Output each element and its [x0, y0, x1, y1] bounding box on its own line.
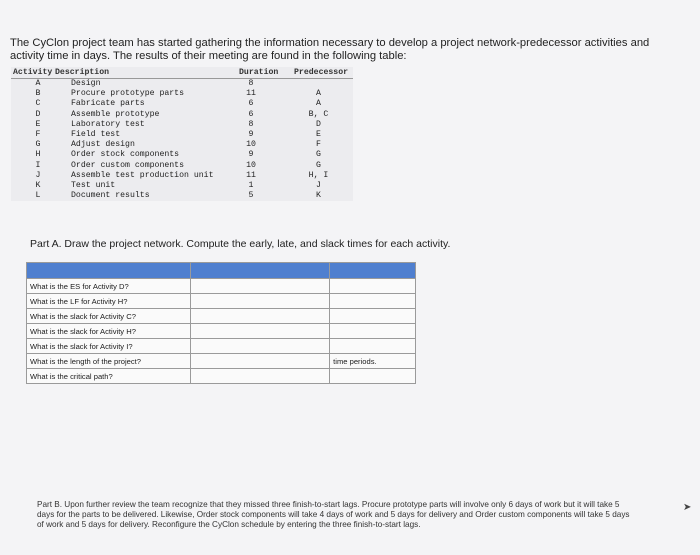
activity-predecessor: F	[316, 140, 321, 150]
activity-id: D	[35, 109, 41, 119]
answer-field[interactable]	[191, 354, 330, 369]
unit-label	[330, 324, 416, 339]
activity-predecessor: K	[316, 191, 321, 201]
activity-predecessor: G	[316, 160, 321, 170]
activity-description: Adjust design	[71, 140, 135, 150]
activity-duration: 1	[248, 180, 254, 190]
question-table-header	[27, 263, 416, 279]
answer-field[interactable]	[191, 339, 330, 354]
unit-label	[330, 309, 416, 324]
activity-duration: 9	[248, 129, 254, 139]
activity-description: Order stock components	[71, 150, 180, 160]
header-cell	[27, 263, 191, 279]
activity-row	[11, 99, 353, 109]
activity-description: Test unit	[71, 180, 116, 190]
answer-field[interactable]	[191, 309, 330, 324]
activity-predecessor: H, I	[308, 170, 329, 180]
activity-row	[11, 150, 353, 160]
question-text: What is the slack for Activity H?	[27, 324, 191, 339]
answer-field[interactable]	[191, 324, 330, 339]
activity-description: Assemble test production unit	[71, 170, 214, 180]
unit-label	[330, 294, 416, 309]
activity-predecessor: G	[316, 150, 321, 160]
activity-id: K	[35, 180, 41, 190]
activity-id: G	[35, 140, 41, 150]
unit-label: time periods.	[330, 354, 416, 369]
activity-id: E	[35, 119, 41, 129]
question-row	[27, 369, 416, 384]
question-text: What is the slack for Activity I?	[27, 339, 191, 354]
answer-field[interactable]	[191, 294, 330, 309]
header-predecessor: Predecessor	[294, 68, 349, 77]
activity-predecessor: A	[316, 99, 321, 109]
activity-row	[11, 171, 353, 181]
activity-id: A	[35, 79, 41, 88]
activity-duration: 6	[248, 109, 254, 119]
unit-label	[330, 369, 416, 384]
activity-row	[11, 191, 353, 201]
activity-id: L	[35, 191, 41, 201]
question-row	[27, 324, 416, 339]
activity-row	[11, 161, 353, 171]
activity-description: Design	[71, 79, 101, 88]
activity-id: F	[35, 129, 41, 139]
activity-row	[11, 79, 353, 89]
activity-predecessor: D	[316, 119, 321, 129]
activity-row	[11, 130, 353, 140]
cursor-arrow-icon: ➤	[683, 502, 692, 513]
activity-row	[11, 89, 353, 99]
header-description: Description	[55, 68, 110, 77]
activity-predecessor: B, C	[308, 109, 329, 119]
activity-duration: 10	[246, 160, 256, 170]
unit-label	[330, 339, 416, 354]
question-table	[26, 262, 416, 384]
activity-row	[11, 140, 353, 150]
activity-description: Procure prototype parts	[71, 89, 185, 99]
activity-duration: 8	[248, 79, 254, 88]
question-text: What is the LF for Activity H?	[27, 294, 191, 309]
question-row	[27, 339, 416, 354]
question-row	[27, 294, 416, 309]
activity-duration: 5	[248, 191, 254, 201]
question-text: What is the ES for Activity D?	[27, 279, 191, 294]
activity-row	[11, 181, 353, 191]
activity-duration: 11	[246, 89, 256, 99]
header-activity: Activity	[13, 68, 53, 77]
activity-duration: 8	[248, 119, 254, 129]
question-row	[27, 354, 416, 369]
activity-id: H	[35, 150, 41, 160]
answer-field[interactable]	[191, 369, 330, 384]
activity-description: Order custom components	[71, 160, 185, 170]
activity-predecessor: E	[316, 129, 321, 139]
header-cell	[330, 263, 416, 279]
question-text: What is the length of the project?	[27, 354, 191, 369]
header-duration: Duration	[239, 68, 279, 77]
header-cell	[191, 263, 330, 279]
activity-duration: 10	[246, 140, 256, 150]
activity-description: Assemble prototype	[71, 109, 160, 119]
question-row	[27, 279, 416, 294]
activity-description: Document results	[71, 191, 150, 201]
question-text: What is the slack for Activity C?	[27, 309, 191, 324]
activity-row	[11, 110, 353, 120]
activity-duration: 11	[246, 170, 256, 180]
activity-id: B	[35, 89, 41, 99]
activity-id: C	[35, 99, 41, 109]
activity-predecessor: A	[316, 89, 321, 99]
activity-description: Laboratory test	[71, 119, 145, 129]
activity-table-header	[11, 67, 353, 79]
part-b-text: Part B. Upon further review the team recognize that they missed three finish-to-start lags. Procure prototype parts will involve only 6 days of work but it will take 5 days for the parts to be delivered. Likewise, Order stock components will take 4 days of work and 5 days for delivery and Order custom components will take 5 days of work and 5 days for delivery. Reconfigure the CyClon schedule by entering the three finish-to-start lags.	[37, 500, 630, 529]
activity-id: I	[35, 160, 41, 170]
intro-text: The CyClon project team has started gathering the information necessary to develop a project network-predecessor activities and activity time in days. The results of their meeting are found in the following table:	[10, 37, 650, 62]
part-a-text: Part A. Draw the project network. Compute the early, late, and slack times for each activity.	[30, 238, 451, 250]
question-text: What is the critical path?	[27, 369, 191, 384]
activity-table	[11, 67, 353, 201]
activity-duration: 9	[248, 150, 254, 160]
activity-id: J	[35, 170, 41, 180]
activity-description: Fabricate parts	[71, 99, 145, 109]
activity-duration: 6	[248, 99, 254, 109]
answer-field[interactable]	[191, 279, 330, 294]
activity-description: Field test	[71, 129, 121, 139]
question-row	[27, 309, 416, 324]
activity-row	[11, 120, 353, 130]
unit-label	[330, 279, 416, 294]
activity-predecessor: J	[316, 180, 321, 190]
